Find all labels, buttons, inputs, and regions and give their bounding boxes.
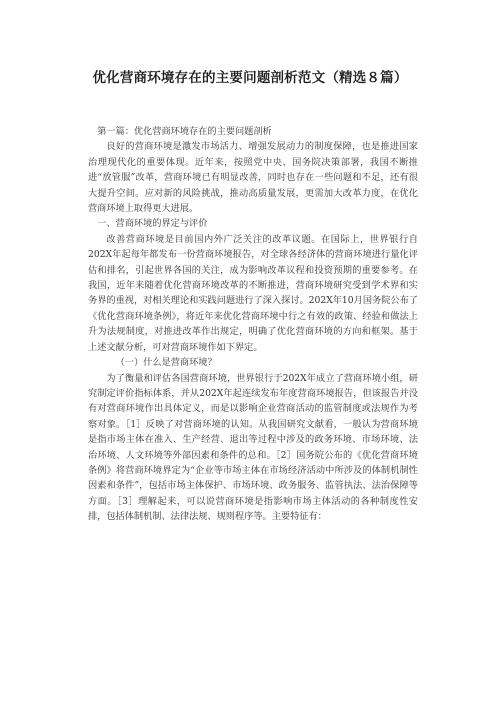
section-heading: 第一篇：优化营商环境存在的主要问题剖析 xyxy=(97,126,272,137)
body-paragraph: 为了衡量和评估各国营商环境，世界银行于202X年成立了营商环境小组，研究制定评价指标体系，并从202X年起连续发布年度营商环境报告，但该报告并没有对营商环境作出具体定义，而是以影响企业营商活动的监管制度或法规作为考察对象。［1］反映了对营商环境的认知。从我国研究文献看，一般认为营商环境是指市场主体在准入、生产经营、退出等过程中涉及的政务环境、市场环境、法治环境、人文环境等外部因素和条件的总和。［2］国务院公布的《优化营商环境条例》将营商环境界定为“企业等市场主体在市场经济活动中所涉及的体制机制性因素和条件”，包括市场主体保护、市场环境、政务服务、监管执法、法治保障等方面。［3］理解起来，可以说营商环境是指影响市场主体活动的各种制度性安排，包括体制机制、法律法规、规则程序等。主要特征有： xyxy=(88,372,418,523)
document-title: 优化营商环境存在的主要问题剖析范文（精选８篇） xyxy=(92,70,408,86)
document-body xyxy=(88,124,418,525)
sub-subsection-heading: （一）什么是营商环境？ xyxy=(115,357,217,369)
body-paragraph: 改善营商环境是目前国内外广泛关注的改革议题。在国际上，世界银行自202X年起每年都发布一份营商环境报告，对全球各经济体的营商环境进行量化评估和排名，引起世界各国的关注，成为影响改革议程和投资预期的重要参考。在我国，近年来随着优化营商环境改革的不断推进，营商环境研究受到学术界和实务界的重视，对相关理论和实践问题进行了深入探讨。202X年10月国务院公布了《优化营商环境条例》，将近年来优化营商环境中行之有效的政策、经验和做法上升为法规制度，对推进改革作出规定，明确了优化营商环境的方向和框架。基于上述文献分析，可对营商环境作如下界定。 xyxy=(88,233,418,353)
body-paragraph: 良好的营商环境是激发市场活力、增强发展动力的制度保障，也是推进国家治理现代化的重要体现。近年来，按照党中央、国务院决策部署，我国不断推进“放管服”改革，营商环境已有明显改善，同时也存在一些问题和不足，还有很大提升空间。应对新的风险挑战，推动高质量发展，更需加大改革力度，在优化营商环境上取得更大进展。 xyxy=(88,141,418,215)
subsection-heading: 一、营商环境的界定与评价 xyxy=(97,218,208,230)
